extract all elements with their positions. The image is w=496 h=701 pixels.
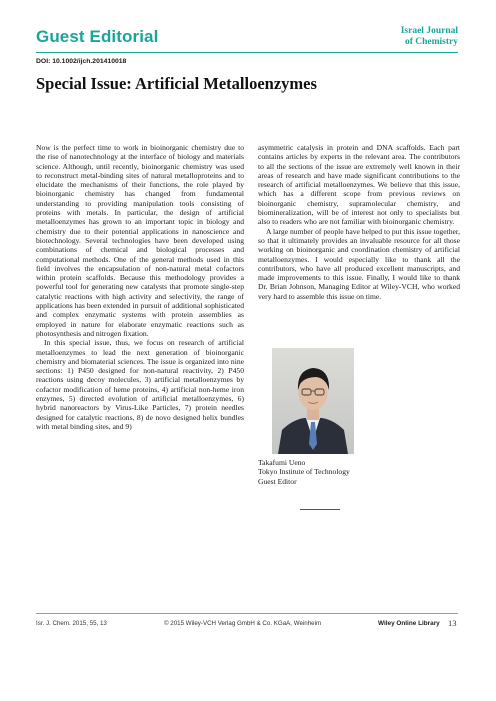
footer-copyright: © 2015 Wiley-VCH Verlag GmbH & Co. KGaA, Weinheim xyxy=(164,620,322,627)
section-label: Guest Editorial xyxy=(36,27,159,46)
body-paragraph: In this special issue, thus, we focus on research of artificial metalloenzymes to lead the next generation of bioinorganic chemistry and biomaterial sciences. The issue is organized into nine sections: 1) P450 designed for non-natural reactivity, 2) P450 reactions using decoy molecules, 3) artificial metalloenzymes by cofactor modification of heme proteins, 4) artificial non-heme iron enzymes, 5) directed evolution of artificial metalloenzymes, 6) hybrid nanoreactors by Virus-Like Particles, 7) protein needles designed for catalytic reactions, 8) de novo designed helix bundles with metal binding sites, and 9) xyxy=(36,338,244,431)
page-number: 13 xyxy=(448,618,457,628)
right-column xyxy=(258,143,460,301)
footer-citation: Isr. J. Chem. 2015, 55, 13 xyxy=(36,620,107,627)
wiley-online-library-link[interactable]: Wiley Online Library xyxy=(378,620,440,627)
body-paragraph: asymmetric catalysis in protein and DNA scaffolds. Each part contains articles by experts in the relevant area. The contributors to all the sections of the issue are extremely well known in their areas of research and have made significant contributions to the research of artificial metalloenzymes. We believe that this issue, which has a different scope from previous reviews on bioinorganic chemistry, supramolecular chemistry, and biomineralization, will be of interest not only to specialists but also to readers who are not familiar with bioinorganic chemistry. xyxy=(258,143,460,227)
doi-link[interactable]: DOI: 10.1002/ijch.201410018 xyxy=(36,58,127,65)
header-divider xyxy=(36,52,458,53)
journal-name xyxy=(338,26,458,47)
author-role: Guest Editor xyxy=(258,476,297,486)
end-of-article-rule xyxy=(300,509,340,510)
author-photo xyxy=(272,348,354,454)
author-affiliation: Tokyo Institute of Technology xyxy=(258,467,350,477)
journal-name-line2: of Chemistry xyxy=(404,36,458,47)
left-column xyxy=(36,143,244,431)
body-paragraph: A large number of people have helped to put this issue together, so that it ultimately provides an invaluable resource for all those working on bioinorganic and coordination chemistry of artificial metalloenzymes. I would especially like to thank all the contributors, who have all produced excellent manuscripts, and made improvements to this issue. Finally, I would like to thank Dr. Brian Johnson, Managing Editor at Wiley-VCH, who worked very hard to assemble this issue on time. xyxy=(258,226,460,301)
article-title: Special Issue: Artificial Metalloenzymes xyxy=(36,74,317,93)
body-paragraph: Now is the perfect time to work in bioinorganic chemistry due to the rise of nanotechnology at the interface of biology and materials science. Although, until recently, bioinorganic chemistry was used to reconstruct metal-binding sites of natural metalloproteins and to elucidate the mechanisms of their functions, the role played by bioinorganic chemistry has changed from fundamental understanding to providing manipulation tools consisting of proteins with metals. In particular, the design of artificial metalloenzymes has grown to an important topic in biology and chemistry due to their potential applications in nanoscience and biotechnology. Several technologies have been developed using combinations of chemical and biological processes and computational methods. One of the general methods used in this field involves the encapsulation of non-natural metal cofactors within protein scaffolds. Because this methodology provides a powerful tool for generating new catalysts that promote single-step catalytic reactions with high activity and selectivity, the range of applications has been extended in pursuit of additional sophisticated and complex enzymatic systems with protein assemblies as employed in nature for elaborate enzymatic reactions such as photosynthesis and nitrogen fixation. xyxy=(36,143,244,338)
journal-name-line1: Israel Journal xyxy=(400,26,458,36)
author-name: Takafumi Ueno xyxy=(258,458,306,467)
author-block xyxy=(258,458,350,486)
footer-divider xyxy=(36,613,458,614)
